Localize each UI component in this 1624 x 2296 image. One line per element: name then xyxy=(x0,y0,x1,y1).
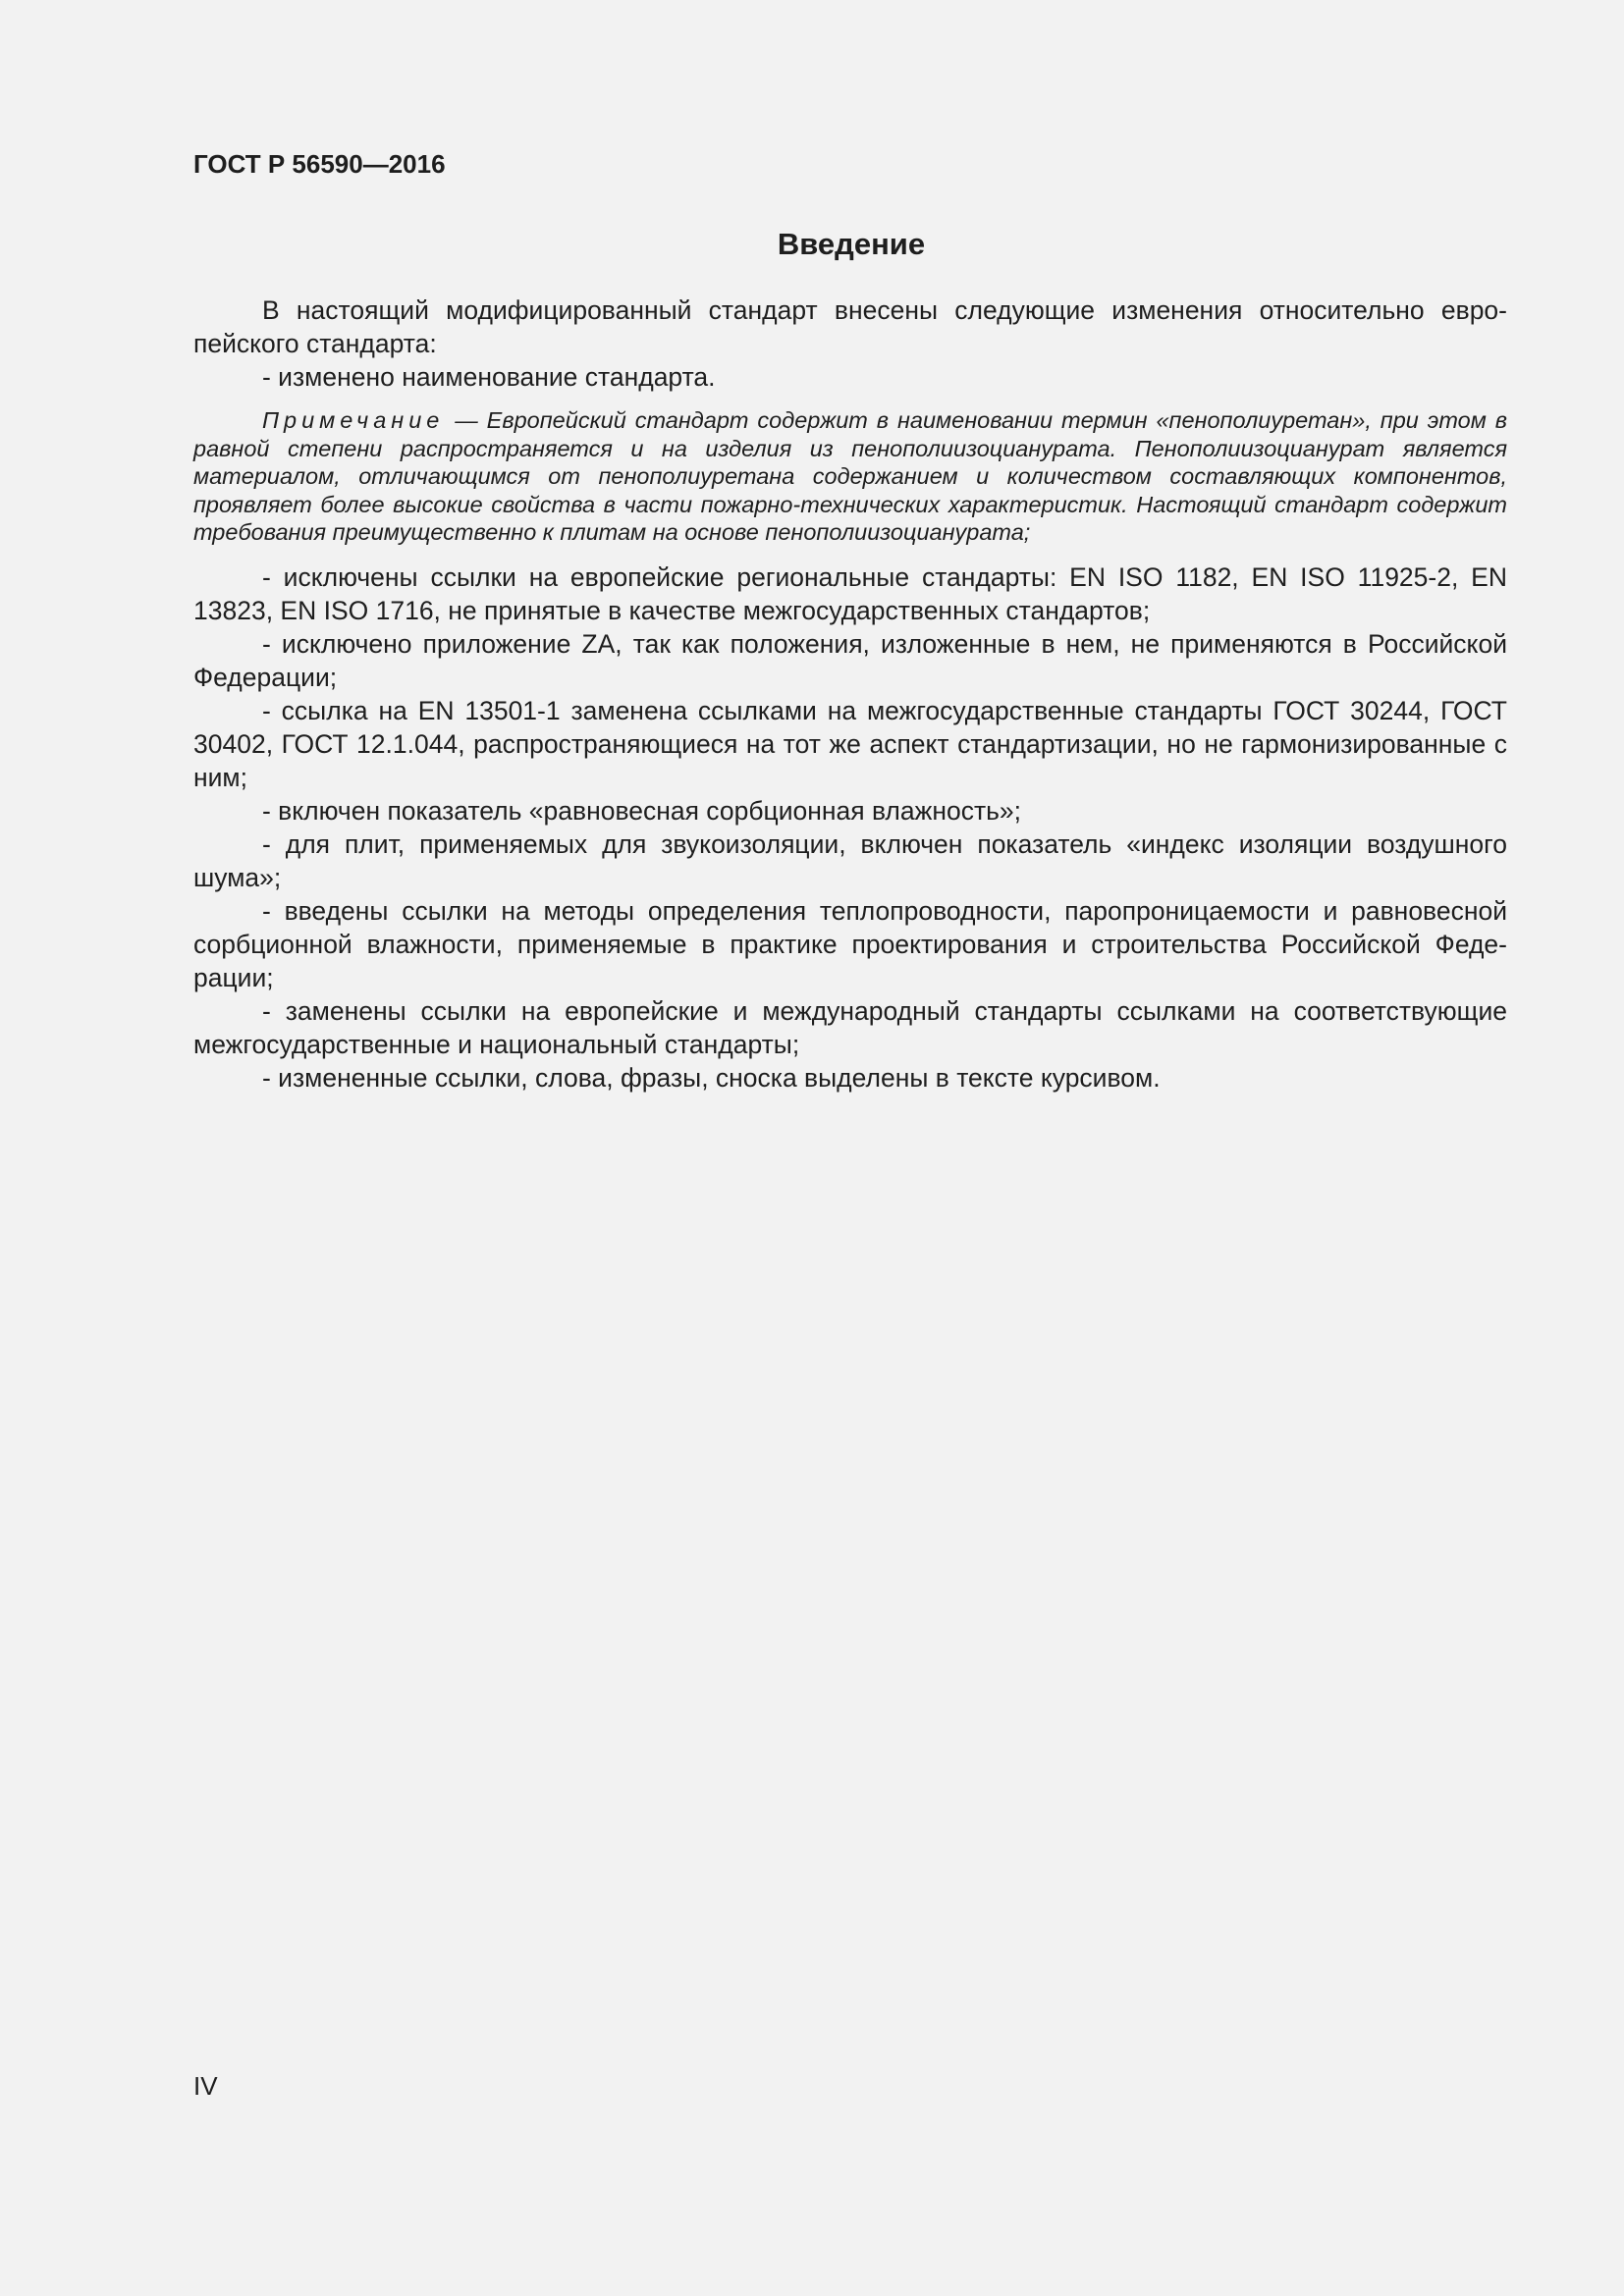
document-header: ГОСТ Р 56590—2016 xyxy=(193,149,446,179)
list-item: - для плит, применяемых для звукоизоляции, включен показатель «индекс изоляции воздушного шума»; xyxy=(193,828,1507,892)
list-item: - изменено наименование стандарта. xyxy=(262,362,716,392)
note-block xyxy=(193,406,1507,547)
list-item: - исключено приложение ZA, так как положения, изложенные в нем, не применяются в Российской Федерации; xyxy=(193,628,1507,692)
note-label: Примечание xyxy=(262,407,445,433)
page-number: IV xyxy=(193,2071,218,2101)
document-body xyxy=(193,294,1507,1095)
list-item: - введены ссылки на методы определения теплопроводности, паропроницаемости и равновесной сорбционной влажности, применяемые в практике проектирования и строительства Российской Федерации; xyxy=(193,895,1507,992)
note-text: — Европейский стандарт содержит в наименовании термин «пенополиуретан», при этом в равной степени распространяется и на изделия из пенополиизоцианурата. Пенополиизоцианурат является материалом, отличающимся от пенополиуретана содержанием и количеством составляющих компонентов, проявляет более высокие свойства в части пожарно-технических характеристик. Настоящий стандарт содержит требования преимущественно к плитам на основе пенополиизоцианурата; xyxy=(193,407,1508,545)
list-item: - ссылка на EN 13501-1 заменена ссылками на межгосударственные стандарты ГОСТ 30244, ГОСТ 30402, ГОСТ 12.1.044, распространяющиеся на тот же аспект стандартизации, но не гармонизированные с ним; xyxy=(193,695,1507,792)
list-item: - включен показатель «равновесная сорбционная влажность»; xyxy=(262,795,1022,826)
list-item: - исключены ссылки на европейские региональные стандарты: EN ISO 1182, EN ISO 11925-2, EN 13823, EN ISO 1716, не принятые в качестве межгосударственных стандартов; xyxy=(193,561,1507,625)
intro-paragraph: В настоящий модифицированный стандарт внесены следующие изменения относительно европейского стандарта: xyxy=(193,295,1507,358)
list-item: - измененные ссылки, слова, фразы, сноска выделены в тексте курсивом. xyxy=(262,1062,1161,1093)
list-item: - заменены ссылки на европейские и международный стандарты ссылками на соответствующие межгосударственные и национальный стандарты; xyxy=(193,995,1507,1059)
section-title: Введение xyxy=(777,227,926,261)
